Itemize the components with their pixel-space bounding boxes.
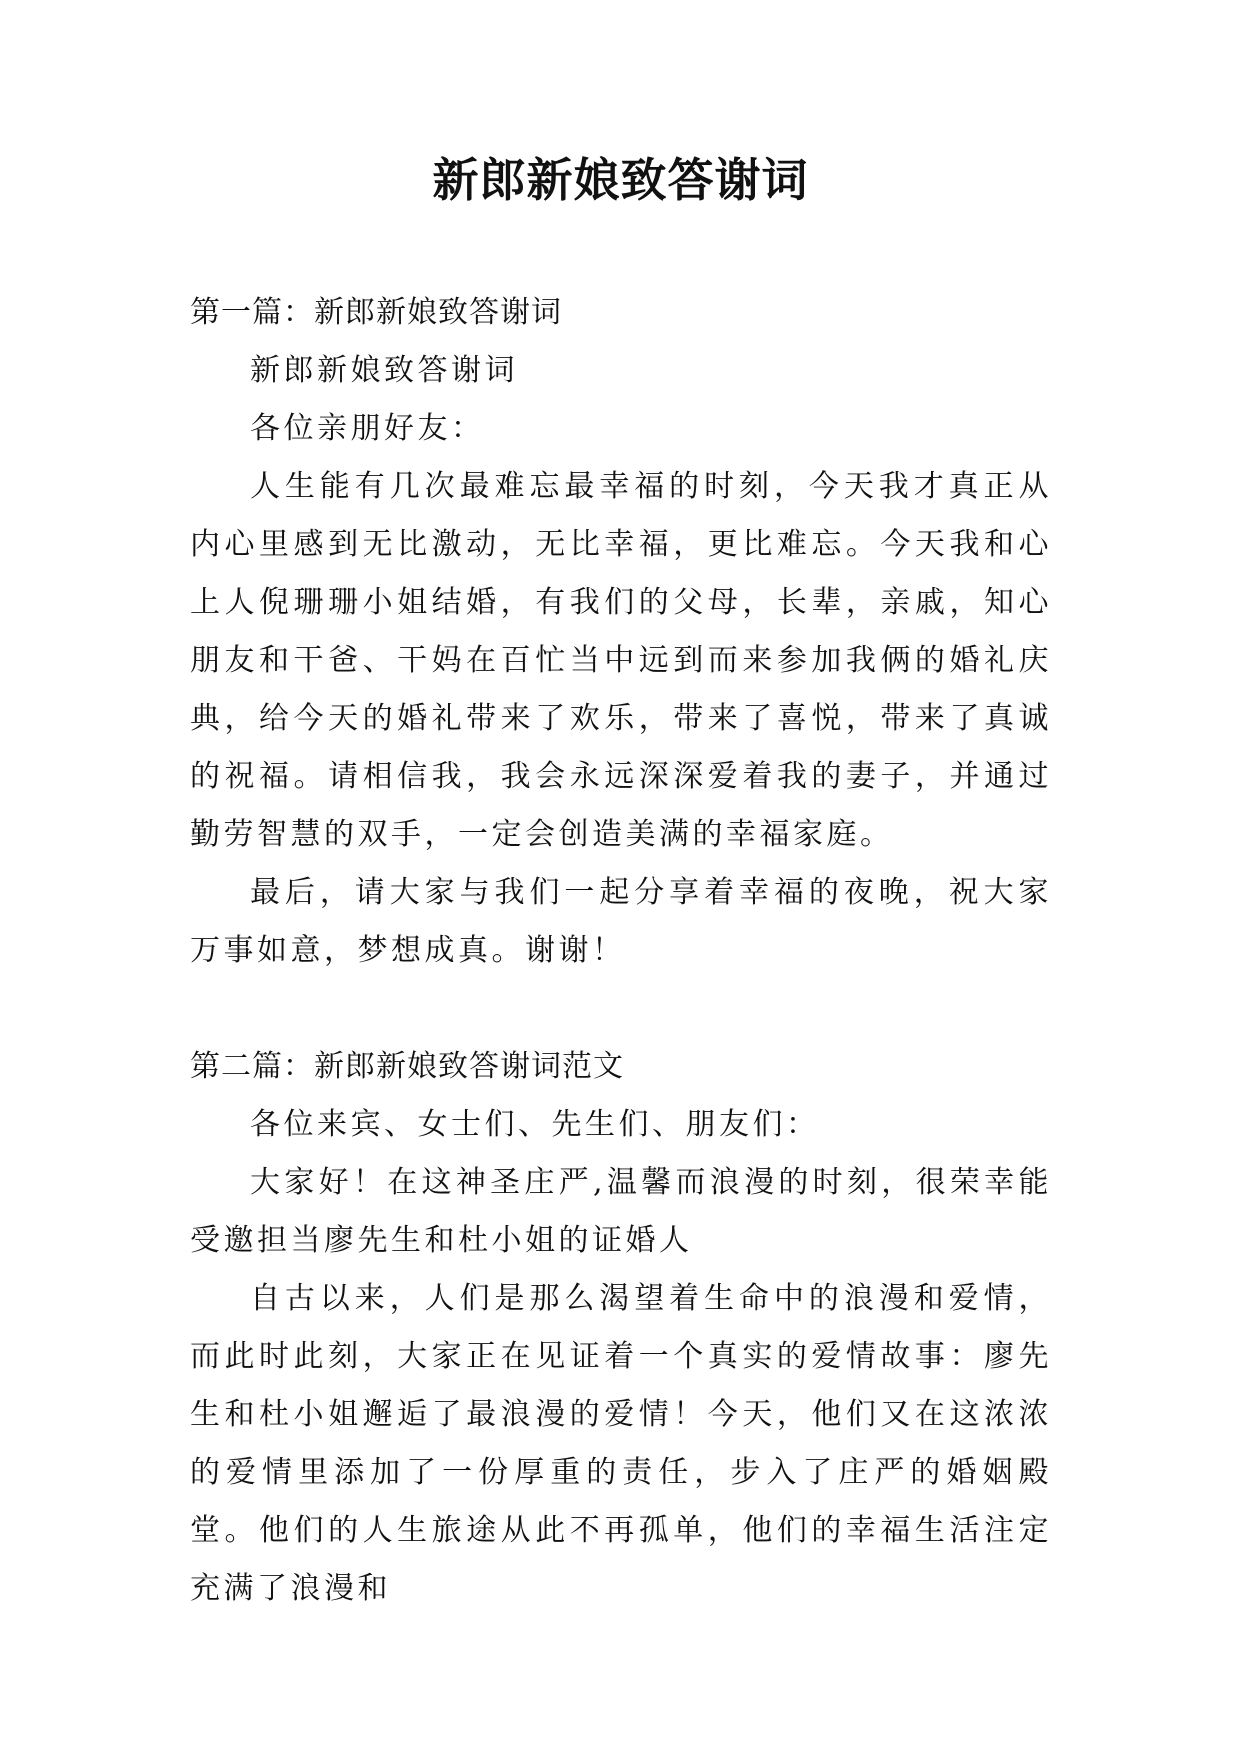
paragraph: 最后，请大家与我们一起分享着幸福的夜晚，祝大家万事如意，梦想成真。谢谢！ xyxy=(190,875,1052,968)
section-spacer xyxy=(190,980,1052,1038)
section-2 xyxy=(190,1038,1052,1618)
section-1 xyxy=(190,284,1052,980)
paragraph: 新郎新娘致答谢词 xyxy=(250,353,518,388)
paragraph: 各位亲朋好友： xyxy=(250,411,485,446)
section-heading: 第二篇：新郎新娘致答谢词范文 xyxy=(190,1049,624,1084)
paragraph: 自古以来，人们是那么渴望着生命中的浪漫和爱情，而此时此刻，大家正在见证着一个真实的爱情故事：廖先生和杜小姐邂逅了最浪漫的爱情！今天，他们又在这浓浓的爱情里添加了一份厚重的责任，步入了庄严的婚姻殿堂。他们的人生旅途从此不再孤单，他们的幸福生活注定充满了浪漫和 xyxy=(190,1281,1052,1606)
document-body xyxy=(190,284,1052,1618)
document-title: 新郎新娘致答谢词 xyxy=(432,153,809,207)
section-heading: 第一篇：新郎新娘致答谢词 xyxy=(190,295,562,330)
paragraph: 各位来宾、女士们、先生们、朋友们： xyxy=(250,1107,820,1142)
paragraph: 人生能有几次最难忘最幸福的时刻，今天我才真正从内心里感到无比激动，无比幸福，更比难忘。今天我和心上人倪珊珊小姐结婚，有我们的父母，长辈，亲戚，知心朋友和干爸、干妈在百忙当中远到而来参加我俩的婚礼庆典，给今天的婚礼带来了欢乐，带来了喜悦，带来了真诚的祝福。请相信我，我会永远深深爱着我的妻子，并通过勤劳智慧的双手，一定会创造美满的幸福家庭。 xyxy=(190,469,1052,852)
paragraph: 大家好！在这神圣庄严,温馨而浪漫的时刻，很荣幸能受邀担当廖先生和杜小姐的证婚人 xyxy=(190,1165,1052,1258)
